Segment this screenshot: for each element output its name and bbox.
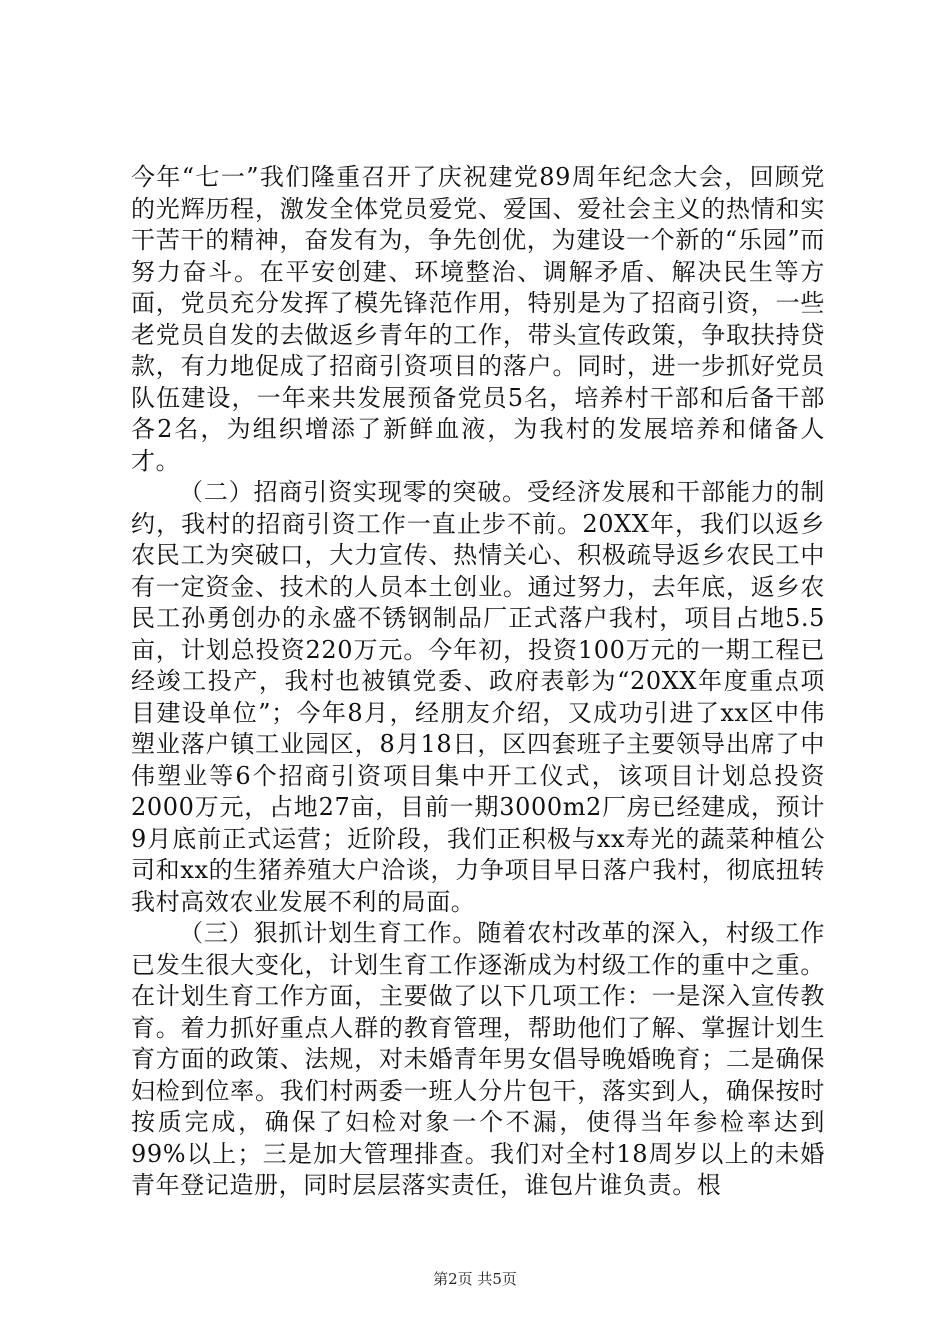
page-footer <box>0 1269 950 1289</box>
paragraph-party-building: 今年“七一”我们隆重召开了庆祝建党89周年纪念大会，回顾党的光辉历程，激发全体党员爱党、爱国、爱社会主义的热情和实干苦干的精神，奋发有为，争先创优，为建设一个新的“乐园”而努力奋斗。在平安创建、环境整治、调解矛盾、解决民生等方面，党员充分发挥了模先锋范作用，特别是为了招商引资，一些老党员自发的去做返乡青年的工作，带头宣传政策，争取扶持贷款，有力地促成了招商引资项目的落户。同时，进一步抓好党员队伍建设，一年来共发展预备党员5名，培养村干部和后备干部各2名，为组织增添了新鲜血液，为我村的发展培养和储备人才。 <box>131 163 825 475</box>
page-number: 第2页 共5页 <box>433 1270 517 1288</box>
paragraph-investment: （二）招商引资实现零的突破。受经济发展和干部能力的制约，我村的招商引资工作一直止步不前。20XX年，我们以返乡农民工为突破口，大力宣传、热情关心、积极疏导返乡农民工中有一定资金、技术的人员本土创业。通过努力，去年底，返乡农民工孙勇创办的永盛不锈钢制品厂正式落户我村，项目占地5.5亩，计划总投资220万元。今年初，投资100万元的一期工程已经竣工投产，我村也被镇党委、政府表彰为“20XX年度重点项目建设单位”；今年8月，经朋友介绍，又成功引进了xx区中伟塑业落户镇工业园区，8月18日，区四套班子主要领导出席了中伟塑业等6个招商引资项目集中开工仪式，该项目计划总投资2000万元，占地27亩，目前一期3000m2厂房已经建成，预计9月底前正式运营；近阶段，我们正积极与xx寿光的蔬菜种植公司和xx的生猪养殖大户洽谈，力争项目早日落户我村，彻底扭转我村高效农业发展不利的局面。 <box>131 478 825 916</box>
paragraph-family-planning: （三）狠抓计划生育工作。随着农村改革的深入，村级工作已发生很大变化，计划生育工作逐渐成为村级工作的重中之重。在计划生育工作方面，主要做了以下几项工作：一是深入宣传教育。着力抓好重点人群的教育管理，帮助他们了解、掌握计划生育方面的政策、法规，对未婚青年男女倡导晚婚晚育；二是确保妇检到位率。我们村两委一班人分片包干，落实到人，确保按时按质完成，确保了妇检对象一个不漏，使得当年参检率达到99%以上；三是加大管理排查。我们对全村18周岁以上的未婚青年登记造册，同时层层落实责任，谁包片谁负责。根 <box>131 919 825 1199</box>
body-text <box>131 162 825 1202</box>
